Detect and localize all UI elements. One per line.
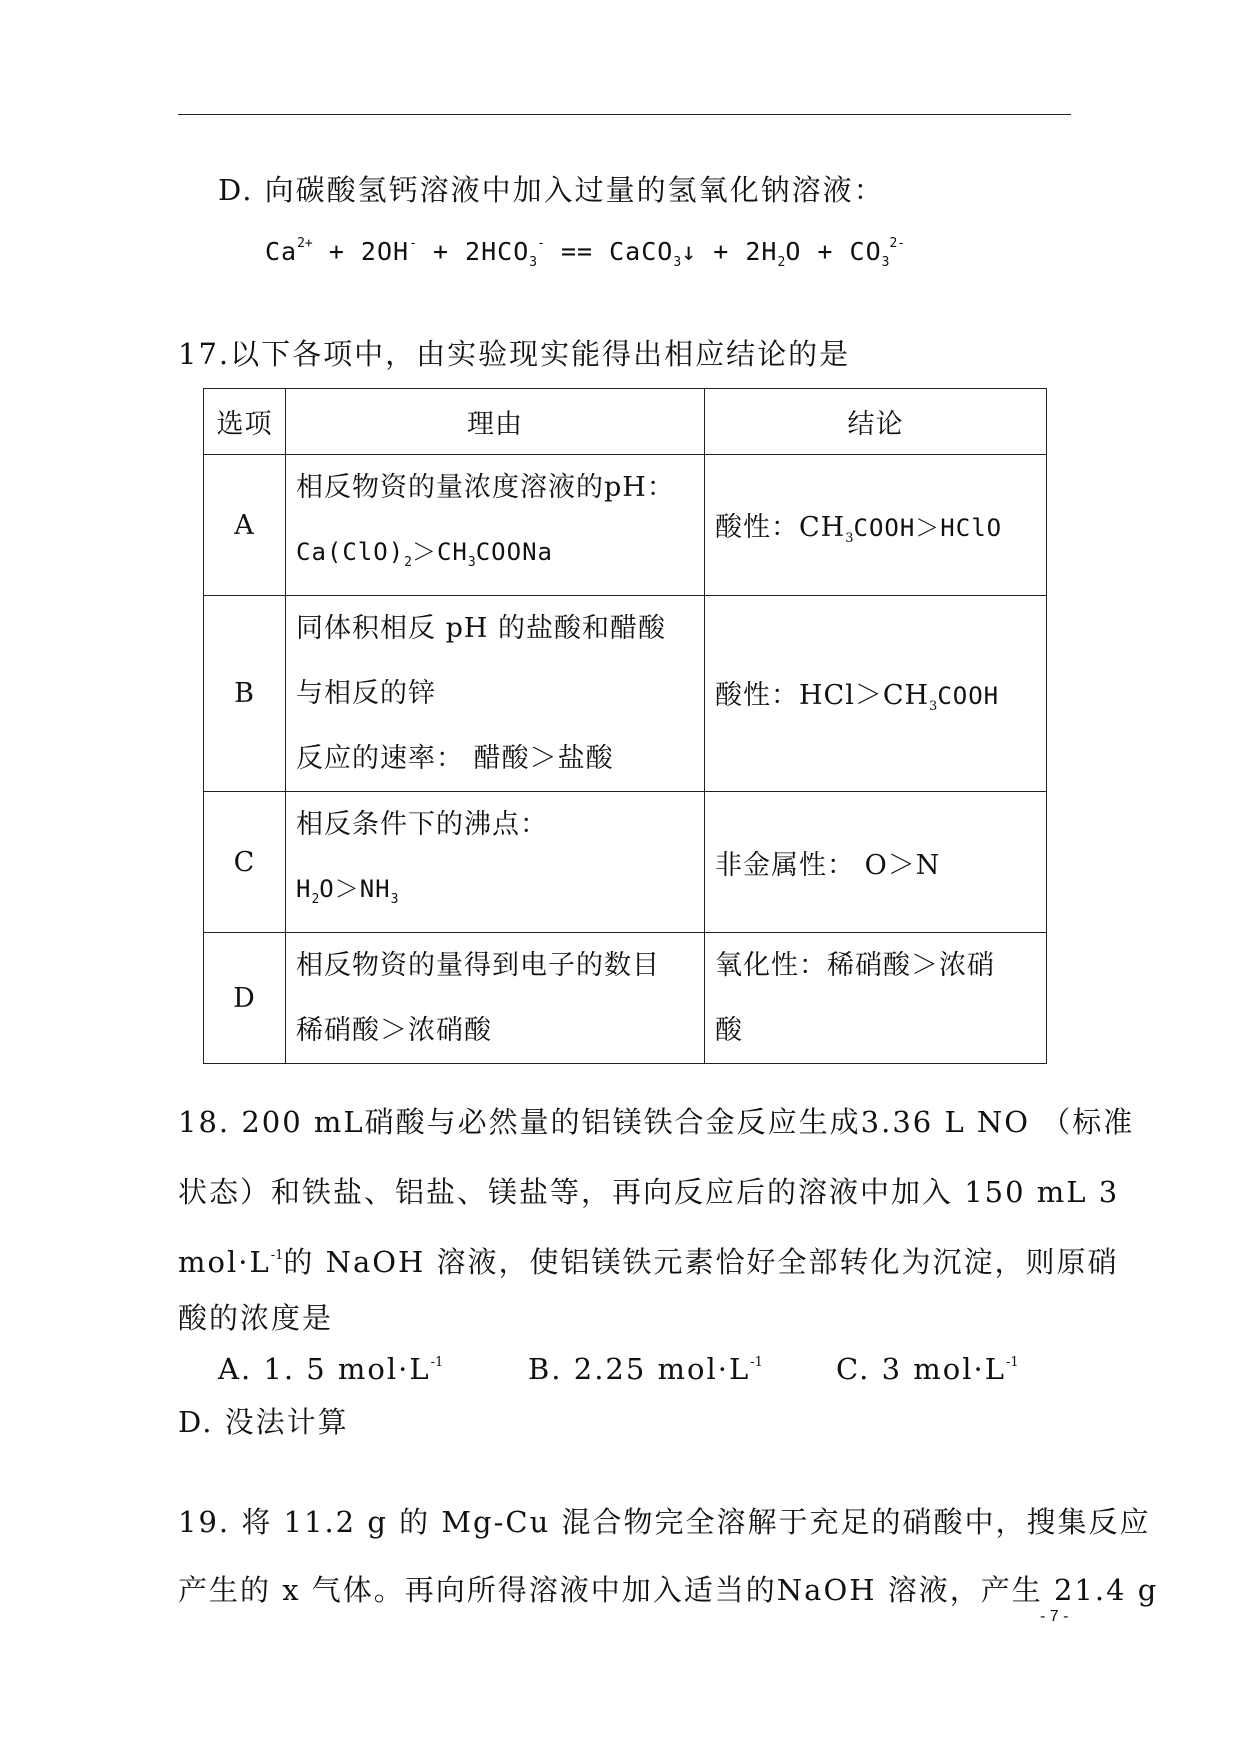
- row-b-reason: [286, 596, 705, 792]
- option-text: B. 2.25 mol·L: [528, 1352, 751, 1386]
- q17-table: [203, 388, 1047, 1064]
- q18-line-1: 18. 200 mL硝酸与必然量的铝镁铁合金反应生成3.36 L NO （标准: [178, 1105, 1135, 1139]
- reason-line: [296, 520, 694, 595]
- option-text: A. 1. 5 mol·L: [218, 1352, 431, 1386]
- conclusion-line: 氧化性：稀硝酸＞浓硝: [715, 950, 995, 981]
- row-d-reason: [286, 933, 705, 1064]
- q18-option-b: [528, 1352, 763, 1386]
- eq-subscript: 3: [881, 255, 890, 270]
- table-header-row: [204, 389, 1047, 455]
- conclusion-part: 酸性：HCl＞CH: [715, 680, 930, 711]
- eq-charge: -: [409, 236, 417, 251]
- header-conclusion: 结论: [705, 389, 1047, 455]
- eq-subscript: 3: [529, 255, 538, 270]
- eq-part: Ca: [265, 237, 298, 266]
- formula-subscript: 3: [467, 555, 476, 570]
- row-b-option: B: [204, 596, 286, 792]
- reason-line: 反应的速率： 醋酸＞盐酸: [296, 743, 614, 774]
- eq-charge: -: [537, 236, 545, 251]
- formula-part: H: [296, 875, 312, 903]
- q16-option-d-label: D.: [218, 173, 254, 207]
- row-d-conclusion: [705, 933, 1047, 1064]
- row-a-conclusion: [705, 455, 1047, 596]
- header-rule: [178, 114, 1071, 115]
- table-row: [204, 455, 1047, 596]
- row-a-reason: [286, 455, 705, 596]
- page-number: - 7 -: [1040, 1608, 1069, 1625]
- table-row: [204, 596, 1047, 792]
- q18-line-2: 状态）和铁盐、铝盐、镁盐等，再向反应后的溶液中加入 150 mL 3: [178, 1175, 1120, 1209]
- row-d-option: D: [204, 933, 286, 1064]
- q16-option-d-text: 向碳酸氢钙溶液中加入过量的氢氧化钠溶液：: [264, 173, 885, 207]
- reason-line: 同体积相反 pH 的盐酸和醋酸: [296, 613, 666, 644]
- conclusion-part: 酸性：CH: [715, 511, 846, 543]
- header-option: 选项: [204, 389, 286, 455]
- conclusion-part: COOH: [937, 682, 1000, 710]
- unit-superscript: -1: [750, 1355, 763, 1370]
- option-text: C. 3 mol·L: [836, 1352, 1006, 1386]
- reason-line: 稀硝酸＞浓硝酸: [296, 1015, 492, 1046]
- conclusion-part: COOH＞HClO: [853, 513, 1003, 542]
- conclusion-line: 酸: [715, 1015, 743, 1046]
- q18-option-d: D. 没法计算: [178, 1405, 349, 1439]
- formula-part: Ca(ClO): [296, 538, 405, 566]
- q17-stem: 17.以下各项中，由实验现实能得出相应结论的是: [178, 337, 851, 371]
- q16-equation: [265, 236, 905, 270]
- unit-superscript: -1: [1005, 1355, 1019, 1370]
- eq-part: ↓ + 2H: [681, 237, 778, 266]
- eq-charge: 2-: [889, 236, 906, 251]
- header-reason: 理由: [286, 389, 705, 455]
- reason-line: 相反物资的量浓度溶液的pH：: [296, 472, 675, 503]
- unit-superscript: -1: [270, 1248, 284, 1263]
- eq-part: + 2HCO: [416, 237, 530, 266]
- eq-part: + 2OH: [312, 237, 410, 266]
- q18-option-a: [218, 1352, 443, 1386]
- formula-part: O＞NH: [319, 875, 391, 903]
- row-b-conclusion: [705, 596, 1047, 792]
- formula-subscript: 2: [404, 555, 412, 570]
- q18-line-3: [178, 1240, 1119, 1281]
- row-c-option: C: [204, 792, 286, 933]
- row-c-reason: [286, 792, 705, 933]
- reason-line: 与相反的锌: [296, 678, 436, 709]
- eq-charge: 2+: [297, 236, 313, 251]
- q19-line-1: 19. 将 11.2 g 的 Mg-Cu 混合物完全溶解于充足的硝酸中，搜集反应: [178, 1505, 1151, 1539]
- row-c-conclusion: 非金属性： O＞N: [705, 792, 1047, 933]
- formula-part: ＞CH: [411, 538, 468, 566]
- q18-line-4: 酸的浓度是: [178, 1301, 334, 1335]
- reason-line: [296, 857, 694, 932]
- eq-part: == CaCO: [544, 237, 674, 266]
- eq-part: O + CO: [785, 237, 882, 266]
- formula-subscript: 2: [311, 892, 320, 907]
- eq-subscript: 2: [777, 255, 786, 270]
- formula-subscript: 3: [929, 699, 938, 714]
- formula-part: COONa: [475, 538, 553, 566]
- q18-unit: mol·L: [178, 1245, 271, 1279]
- q18-option-c: [836, 1352, 1019, 1386]
- q19-line-2: 产生的 x 气体。再向所得溶液中加入适当的NaOH 溶液，产生 21.4 g: [178, 1573, 1159, 1607]
- table-row: [204, 792, 1047, 933]
- q18-text: 的 NaOH 溶液，使铝镁铁元素恰好全部转化为沉淀，则原硝: [283, 1245, 1119, 1279]
- formula-subscript: 3: [845, 530, 854, 546]
- unit-superscript: -1: [430, 1355, 444, 1370]
- reason-line: 相反条件下的沸点：: [296, 809, 548, 840]
- eq-subscript: 3: [673, 255, 682, 270]
- q16-option-d: [218, 168, 885, 209]
- reason-line: 相反物资的量得到电子的数目: [296, 950, 660, 981]
- table-row: [204, 933, 1047, 1064]
- formula-subscript: 3: [390, 892, 399, 907]
- row-a-option: A: [204, 455, 286, 596]
